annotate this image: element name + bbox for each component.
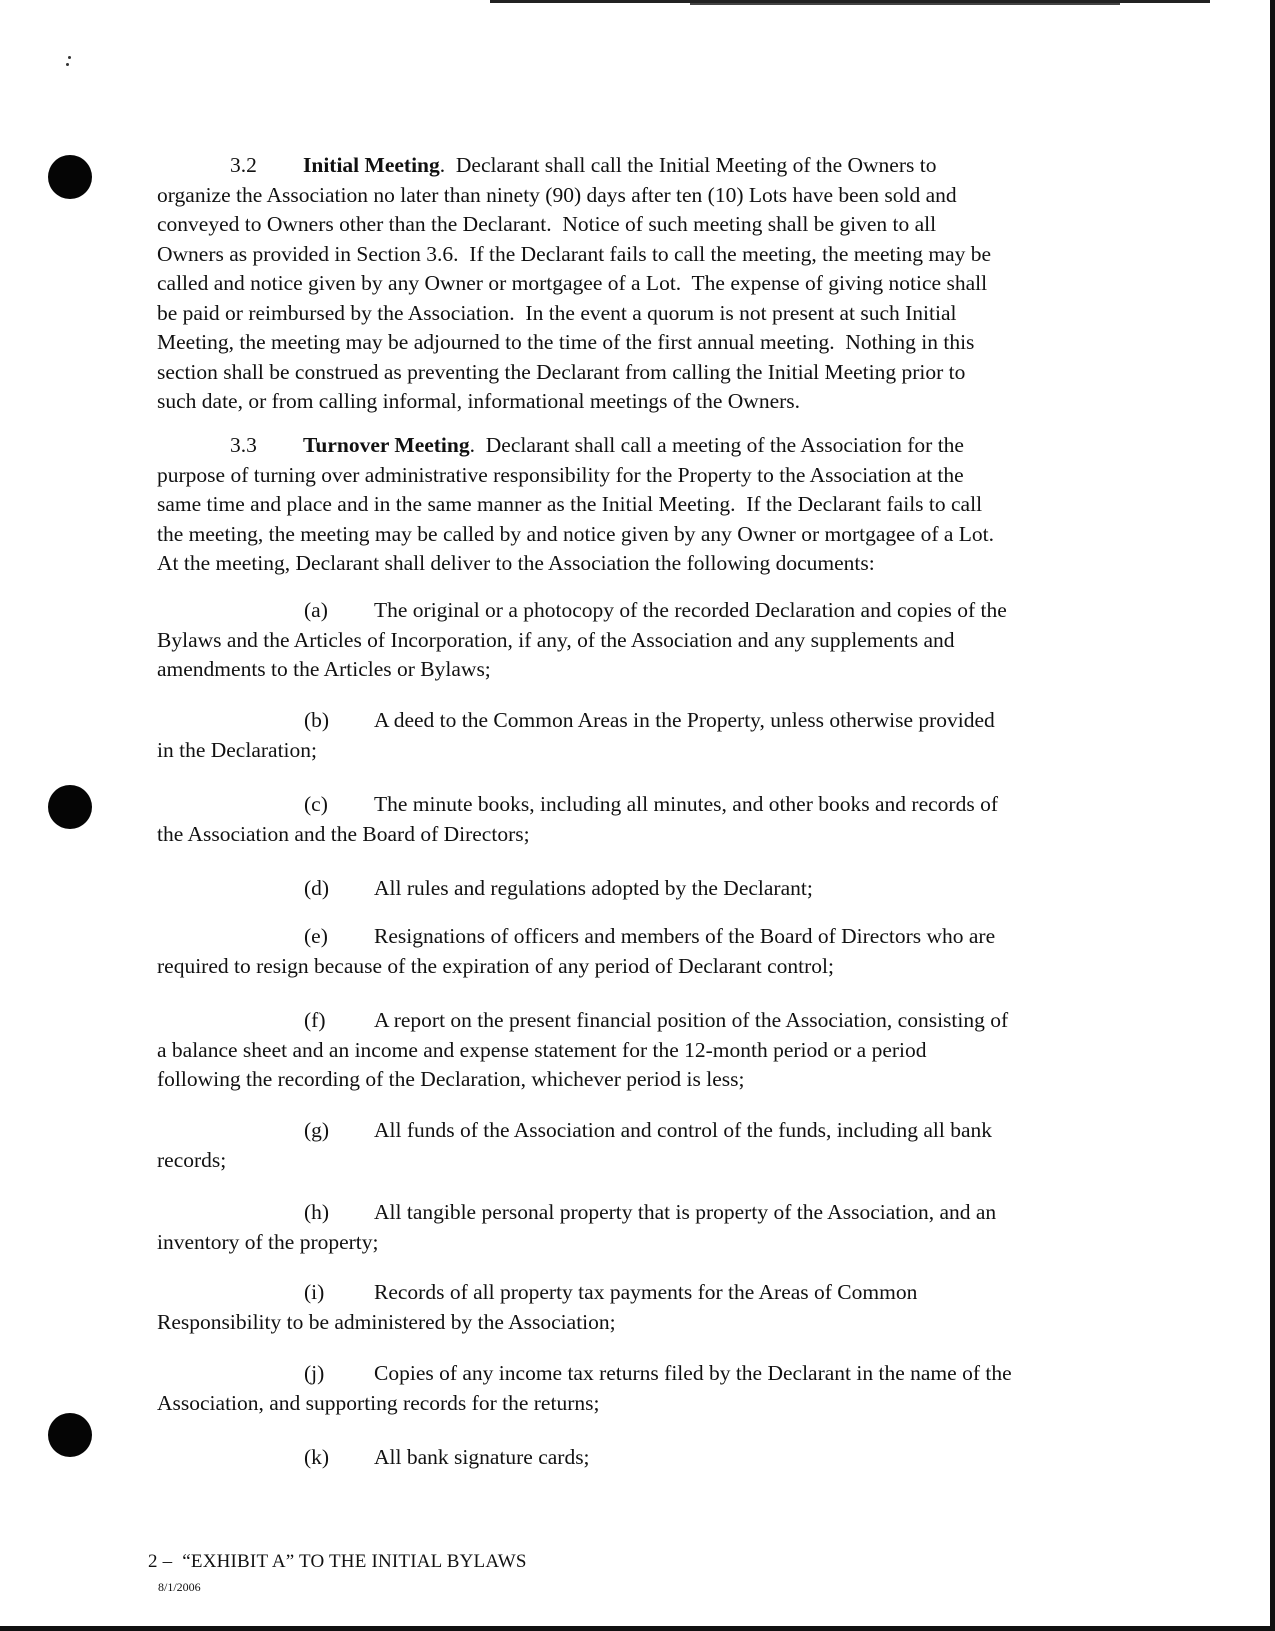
list-item-h (157, 1198, 1117, 1257)
item-label: (j) (304, 1361, 325, 1385)
item-text-line: Resignations of officers and members of the Board of Directors who are (374, 924, 996, 948)
item-label: (e) (304, 924, 328, 948)
punch-hole (48, 155, 92, 199)
list-item-i (157, 1278, 1117, 1337)
list-item-f (157, 1006, 1117, 1095)
item-first-line (157, 706, 1117, 736)
item-label: (g) (304, 1118, 330, 1142)
section-first-line: 3.2 Initial Meeting. Declarant shall call the Initial Meeting of the Owners to (157, 151, 1117, 181)
section-number: 3.3 (230, 433, 257, 457)
section-3-3 (157, 431, 1117, 579)
footer-title: 2 – “EXHIBIT A” TO THE INITIAL BYLAWS (148, 1551, 527, 1572)
section-3-2 (157, 151, 1117, 417)
punch-hole (48, 1413, 92, 1457)
item-text-line: All tangible personal property that is property of the Association, and an (374, 1200, 997, 1224)
item-label: (b) (304, 708, 330, 732)
item-first-line (157, 596, 1117, 626)
item-label: (i) (304, 1280, 325, 1304)
item-label: (a) (304, 598, 328, 622)
item-text-line: in the Declaration; (157, 737, 317, 762)
item-label: (c) (304, 792, 328, 816)
list-item-g (157, 1116, 1117, 1175)
section-text-line: conveyed to Owners other than the Declarant. Notice of such meeting shall be given to all (157, 212, 937, 236)
footer-date: 8/1/2006 (158, 1580, 201, 1594)
section-text-line: the meeting, the meeting may be called by and notice given by any Owner or mortgagee of a Lot. (157, 521, 995, 546)
section-text-line: Meeting, the meeting may be adjourned to the time of the first annual meeting. Nothing in this (157, 330, 975, 354)
item-text-line: A deed to the Common Areas in the Property, unless otherwise provided (374, 708, 995, 732)
section-text-line: section shall be construed as preventing the Declarant from calling the Initial Meeting prior to (157, 359, 966, 384)
item-label: (k) (304, 1445, 330, 1469)
item-text-line: All funds of the Association and control of the funds, including all bank (374, 1118, 993, 1142)
item-text-line: records; (157, 1147, 227, 1172)
item-text-line: All bank signature cards; (374, 1445, 590, 1469)
item-text-line: a balance sheet and an income and expense statement for the 12-month period or a period (157, 1037, 927, 1062)
item-first-line (157, 1359, 1117, 1389)
item-text-line: amendments to the Articles or Bylaws; (157, 657, 491, 681)
item-first-line (157, 1443, 1117, 1473)
item-text-line: The minute books, including all minutes, and other books and records of (374, 792, 998, 816)
section-heading: Turnover Meeting (303, 433, 470, 457)
item-text-line: Bylaws and the Articles of Incorporation, if any, of the Association and any supplements and (157, 627, 955, 652)
item-first-line (157, 1006, 1117, 1036)
item-text-line: following the recording of the Declaration, whichever period is less; (157, 1067, 745, 1091)
list-item-b (157, 706, 1117, 765)
scan-speck (68, 56, 71, 59)
section-text-line: Declarant shall call a meeting of the Association for the (485, 433, 964, 457)
item-first-line (157, 790, 1117, 820)
item-first-line (157, 1198, 1117, 1228)
section-first-line: 3.3 Turnover Meeting. Declarant shall call a meeting of the Association for the (157, 431, 1117, 461)
item-first-line (157, 922, 1117, 952)
item-text-line: the Association and the Board of Directors; (157, 821, 530, 846)
item-text-line: The original or a photocopy of the recorded Declaration and copies of the (374, 598, 1007, 622)
punch-hole (48, 785, 92, 829)
list-item-a (157, 596, 1117, 685)
section-text-line: organize the Association no later than ninety (90) days after ten (10) Lots have been sold and (157, 182, 957, 207)
item-text-line: Records of all property tax payments for the Areas of Common (374, 1280, 918, 1304)
item-text-line: inventory of the property; (157, 1229, 379, 1254)
section-text-line: At the meeting, Declarant shall deliver to the Association the following documents: (157, 551, 875, 575)
item-first-line (157, 874, 1117, 904)
list-item-d (157, 874, 1117, 904)
section-heading: Initial Meeting (303, 153, 440, 177)
section-number: 3.2 (230, 153, 257, 177)
scan-artifact-right-edge (1270, 0, 1275, 1631)
section-text-line: be paid or reimbursed by the Association. In the event a quorum is not present at such Initial (157, 300, 957, 325)
item-label: (h) (304, 1200, 330, 1224)
item-first-line (157, 1116, 1117, 1146)
item-text-line: A report on the present financial position of the Association, consisting of (374, 1008, 1009, 1032)
section-text-line: purpose of turning over administrative responsibility for the Property to the Association at the (157, 462, 964, 487)
section-text-line: Owners as provided in Section 3.6. If the Declarant fails to call the meeting, the meeting may be (157, 241, 992, 266)
item-text-line: Association, and supporting records for the returns; (157, 1390, 600, 1415)
list-item-c (157, 790, 1117, 849)
scan-speck (66, 63, 69, 66)
item-label: (d) (304, 876, 330, 900)
scan-artifact-bottom-edge (0, 1626, 1275, 1631)
section-text-line: same time and place and in the same manner as the Initial Meeting. If the Declarant fails to call (157, 492, 983, 516)
item-text-line: required to resign because of the expiration of any period of Declarant control; (157, 953, 834, 978)
item-first-line (157, 1278, 1117, 1308)
list-item-k (157, 1443, 1117, 1473)
list-item-j (157, 1359, 1117, 1418)
item-label: (f) (304, 1008, 326, 1032)
list-item-e (157, 922, 1117, 981)
item-text-line: All rules and regulations adopted by the Declarant; (374, 876, 813, 900)
section-text-line: called and notice given by any Owner or mortgagee of a Lot. The expense of giving notice shall (157, 271, 988, 295)
item-text-line: Responsibility to be administered by the Association; (157, 1309, 616, 1334)
section-text-line: Declarant shall call the Initial Meeting of the Owners to (455, 153, 937, 177)
section-text-line: such date, or from calling informal, informational meetings of the Owners. (157, 389, 801, 413)
scan-artifact-top-line (690, 3, 1120, 5)
item-text-line: Copies of any income tax returns filed by the Declarant in the name of the (374, 1361, 1012, 1385)
